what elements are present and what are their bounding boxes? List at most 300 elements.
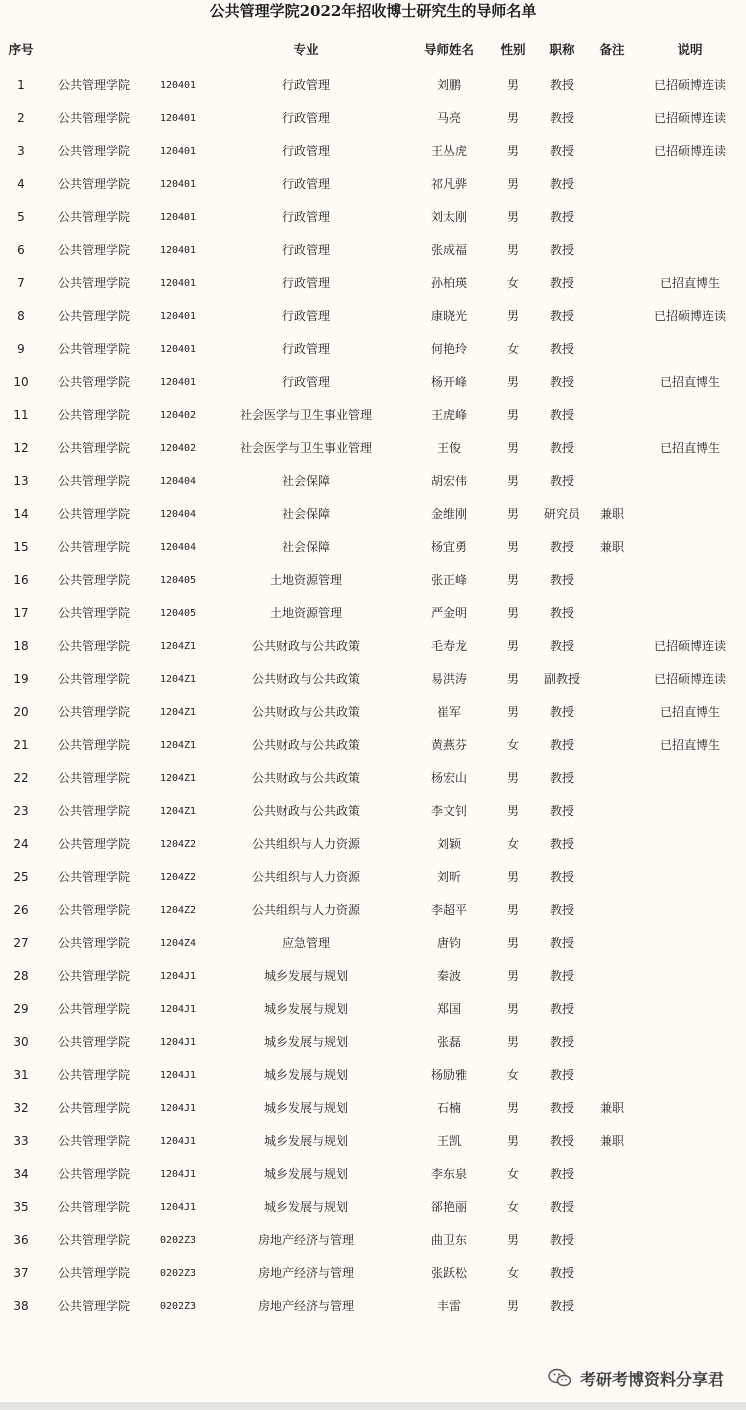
row-advisor-name: 刘太刚 xyxy=(430,210,467,224)
row-rank: 副教授 xyxy=(543,672,580,686)
row-advisor-name: 张正峰 xyxy=(430,573,467,587)
table-row xyxy=(0,267,746,300)
row-major: 行政管理 xyxy=(281,78,330,92)
row-major: 城乡发展与规划 xyxy=(263,1134,348,1148)
row-rank: 教授 xyxy=(549,771,574,785)
row-gender: 男 xyxy=(506,672,519,686)
row-rank: 教授 xyxy=(549,1167,574,1181)
row-rank: 教授 xyxy=(549,1068,574,1082)
row-school: 公共管理学院 xyxy=(57,1068,130,1082)
row-major: 城乡发展与规划 xyxy=(263,1068,348,1082)
row-index: 4 xyxy=(17,177,25,191)
row-rank: 教授 xyxy=(549,738,574,752)
row-school: 公共管理学院 xyxy=(57,408,130,422)
row-advisor-name: 孙柏瑛 xyxy=(430,276,467,290)
row-gender: 男 xyxy=(506,111,519,125)
row-index: 7 xyxy=(17,276,25,290)
row-major: 社会医学与卫生事业管理 xyxy=(239,408,372,422)
row-rank: 教授 xyxy=(549,309,574,323)
row-index: 14 xyxy=(13,507,29,521)
table-row xyxy=(0,1125,746,1158)
row-major: 公共财政与公共政策 xyxy=(251,804,360,818)
row-major-code: 1204J1 xyxy=(159,1103,197,1114)
row-school: 公共管理学院 xyxy=(57,1035,130,1049)
table-row xyxy=(0,1290,746,1323)
row-gender: 女 xyxy=(506,1068,519,1082)
row-major: 公共财政与公共政策 xyxy=(251,705,360,719)
table-row xyxy=(0,399,746,432)
row-major: 行政管理 xyxy=(281,375,330,389)
table-row xyxy=(0,1059,746,1092)
row-advisor-name: 毛寿龙 xyxy=(430,639,467,653)
row-school: 公共管理学院 xyxy=(57,936,130,950)
row-gender: 男 xyxy=(506,474,519,488)
row-index: 13 xyxy=(13,474,29,488)
row-rank: 教授 xyxy=(549,903,574,917)
row-school: 公共管理学院 xyxy=(57,837,130,851)
table-row xyxy=(0,333,746,366)
row-index: 6 xyxy=(17,243,25,257)
row-major: 城乡发展与规划 xyxy=(263,969,348,983)
row-major-code: 1204Z1 xyxy=(159,641,197,652)
row-index: 37 xyxy=(13,1266,29,1280)
row-major-code: 120401 xyxy=(159,377,197,388)
row-rank: 教授 xyxy=(549,936,574,950)
row-index: 32 xyxy=(13,1101,29,1115)
row-advisor-name: 王丛虎 xyxy=(430,144,467,158)
row-note: 兼职 xyxy=(599,1134,624,1148)
row-rank: 教授 xyxy=(549,177,574,191)
row-advisor-name: 张磊 xyxy=(436,1035,461,1049)
row-index: 35 xyxy=(13,1200,29,1214)
row-gender: 男 xyxy=(506,177,519,191)
row-advisor-name: 杨宜勇 xyxy=(430,540,467,554)
row-index: 31 xyxy=(13,1068,29,1082)
table-row xyxy=(0,597,746,630)
row-index: 18 xyxy=(13,639,29,653)
row-gender: 男 xyxy=(506,936,519,950)
row-description: 已招硕博连读 xyxy=(653,309,726,323)
row-rank: 教授 xyxy=(549,1035,574,1049)
row-rank: 教授 xyxy=(549,837,574,851)
table-row xyxy=(0,531,746,564)
row-rank: 教授 xyxy=(549,1101,574,1115)
row-major: 房地产经济与管理 xyxy=(257,1266,354,1280)
table-row xyxy=(0,465,746,498)
table-row xyxy=(0,696,746,729)
row-major-code: 1204Z1 xyxy=(159,773,197,784)
row-rank: 教授 xyxy=(549,210,574,224)
row-advisor-name: 杨励雅 xyxy=(430,1068,467,1082)
row-index: 27 xyxy=(13,936,29,950)
row-advisor-name: 李超平 xyxy=(430,903,467,917)
row-advisor-name: 杨宏山 xyxy=(430,771,467,785)
row-gender: 男 xyxy=(506,1002,519,1016)
row-advisor-name: 李东泉 xyxy=(430,1167,467,1181)
row-gender: 女 xyxy=(506,1200,519,1214)
table-row xyxy=(0,300,746,333)
table-row xyxy=(0,663,746,696)
row-major: 应急管理 xyxy=(281,936,330,950)
row-school: 公共管理学院 xyxy=(57,375,130,389)
row-rank: 教授 xyxy=(549,540,574,554)
row-index: 3 xyxy=(17,144,25,158)
row-major: 社会保障 xyxy=(281,474,330,488)
row-advisor-name: 张跃松 xyxy=(430,1266,467,1280)
row-school: 公共管理学院 xyxy=(57,903,130,917)
table-row xyxy=(0,1092,746,1125)
row-major: 城乡发展与规划 xyxy=(263,1101,348,1115)
row-description: 已招直博生 xyxy=(659,738,720,752)
row-major: 土地资源管理 xyxy=(269,606,342,620)
row-major: 社会保障 xyxy=(281,507,330,521)
row-major-code: 1204Z1 xyxy=(159,674,197,685)
row-gender: 男 xyxy=(506,507,519,521)
row-school: 公共管理学院 xyxy=(57,309,130,323)
row-major-code: 120401 xyxy=(159,212,197,223)
row-rank: 教授 xyxy=(549,639,574,653)
row-major: 社会保障 xyxy=(281,540,330,554)
table-row xyxy=(0,993,746,1026)
header-major: 专业 xyxy=(293,42,319,57)
row-advisor-name: 康晓光 xyxy=(430,309,467,323)
table-row xyxy=(0,69,746,102)
row-major: 公共财政与公共政策 xyxy=(251,771,360,785)
wechat-icon xyxy=(548,1368,572,1388)
row-major: 城乡发展与规划 xyxy=(263,1002,348,1016)
row-index: 19 xyxy=(13,672,29,686)
row-rank: 教授 xyxy=(549,441,574,455)
row-advisor-name: 王虎峰 xyxy=(430,408,467,422)
row-rank: 教授 xyxy=(549,1002,574,1016)
header-advisor: 导师姓名 xyxy=(423,42,474,57)
row-index: 5 xyxy=(17,210,25,224)
row-gender: 男 xyxy=(506,1035,519,1049)
row-gender: 男 xyxy=(506,210,519,224)
row-major-code: 120404 xyxy=(159,509,197,520)
row-rank: 教授 xyxy=(549,1233,574,1247)
row-school: 公共管理学院 xyxy=(57,705,130,719)
row-advisor-name: 刘昕 xyxy=(436,870,461,884)
row-major-code: 120401 xyxy=(159,278,197,289)
row-major-code: 120404 xyxy=(159,542,197,553)
row-index: 20 xyxy=(13,705,29,719)
row-index: 34 xyxy=(13,1167,29,1181)
row-major-code: 120401 xyxy=(159,245,197,256)
row-school: 公共管理学院 xyxy=(57,1266,130,1280)
row-major-code: 1204Z1 xyxy=(159,806,197,817)
row-major: 行政管理 xyxy=(281,177,330,191)
row-index: 9 xyxy=(17,342,25,356)
row-advisor-name: 李文钊 xyxy=(430,804,467,818)
row-major-code: 120405 xyxy=(159,575,197,586)
row-major-code: 0202Z3 xyxy=(159,1268,197,1279)
row-school: 公共管理学院 xyxy=(57,1002,130,1016)
row-rank: 教授 xyxy=(549,969,574,983)
row-school: 公共管理学院 xyxy=(57,1167,130,1181)
row-major-code: 120402 xyxy=(159,443,197,454)
row-advisor-name: 王俊 xyxy=(436,441,461,455)
row-major-code: 120401 xyxy=(159,179,197,190)
row-description: 已招硕博连读 xyxy=(653,111,726,125)
row-rank: 教授 xyxy=(549,573,574,587)
row-major: 公共财政与公共政策 xyxy=(251,639,360,653)
row-index: 23 xyxy=(13,804,29,818)
row-rank: 教授 xyxy=(549,606,574,620)
row-advisor-name: 刘鹏 xyxy=(436,78,461,92)
row-school: 公共管理学院 xyxy=(57,804,130,818)
row-school: 公共管理学院 xyxy=(57,672,130,686)
header-note: 备注 xyxy=(599,42,625,57)
row-advisor-name: 金维刚 xyxy=(430,507,467,521)
row-advisor-name: 唐钧 xyxy=(436,936,461,950)
row-school: 公共管理学院 xyxy=(57,78,130,92)
row-gender: 男 xyxy=(506,573,519,587)
row-school: 公共管理学院 xyxy=(57,1200,130,1214)
row-major: 社会医学与卫生事业管理 xyxy=(239,441,372,455)
row-description: 已招硕博连读 xyxy=(653,78,726,92)
table-row xyxy=(0,729,746,762)
row-major-code: 1204Z2 xyxy=(159,905,197,916)
row-rank: 教授 xyxy=(549,78,574,92)
row-major: 公共财政与公共政策 xyxy=(251,738,360,752)
table-row xyxy=(0,498,746,531)
row-major-code: 120401 xyxy=(159,344,197,355)
row-gender: 男 xyxy=(506,309,519,323)
row-gender: 男 xyxy=(506,903,519,917)
table-row xyxy=(0,630,746,663)
table-row xyxy=(0,828,746,861)
row-school: 公共管理学院 xyxy=(57,639,130,653)
row-advisor-name: 马亮 xyxy=(436,111,461,125)
row-major: 行政管理 xyxy=(281,276,330,290)
row-school: 公共管理学院 xyxy=(57,507,130,521)
row-advisor-name: 郤艳丽 xyxy=(430,1200,467,1214)
row-school: 公共管理学院 xyxy=(57,771,130,785)
row-gender: 男 xyxy=(506,639,519,653)
row-major: 土地资源管理 xyxy=(269,573,342,587)
row-index: 1 xyxy=(17,78,25,92)
advisor-table-body xyxy=(0,69,746,1323)
row-school: 公共管理学院 xyxy=(57,573,130,587)
table-row xyxy=(0,168,746,201)
table-row xyxy=(0,762,746,795)
row-gender: 男 xyxy=(506,1101,519,1115)
row-gender: 男 xyxy=(506,606,519,620)
row-major: 公共组织与人力资源 xyxy=(251,870,360,884)
row-note: 兼职 xyxy=(599,507,624,521)
row-major: 城乡发展与规划 xyxy=(263,1200,348,1214)
row-note: 兼职 xyxy=(599,540,624,554)
page-title: 公共管理学院2022年招收博士研究生的导师名单 xyxy=(209,2,537,20)
row-description: 已招硕博连读 xyxy=(653,672,726,686)
row-gender: 男 xyxy=(506,870,519,884)
row-advisor-name: 胡宏伟 xyxy=(430,474,467,488)
row-major-code: 0202Z3 xyxy=(159,1301,197,1312)
row-advisor-name: 崔军 xyxy=(436,705,461,719)
table-row xyxy=(0,564,746,597)
row-index: 33 xyxy=(13,1134,29,1148)
row-major-code: 1204J1 xyxy=(159,1070,197,1081)
row-major-code: 1204J1 xyxy=(159,1136,197,1147)
row-rank: 教授 xyxy=(549,705,574,719)
row-major: 房地产经济与管理 xyxy=(257,1233,354,1247)
row-index: 10 xyxy=(13,375,29,389)
row-school: 公共管理学院 xyxy=(57,243,130,257)
row-rank: 研究员 xyxy=(543,507,580,521)
row-advisor-name: 曲卫东 xyxy=(430,1233,467,1247)
table-row xyxy=(0,234,746,267)
row-rank: 教授 xyxy=(549,276,574,290)
row-index: 17 xyxy=(13,606,29,620)
row-school: 公共管理学院 xyxy=(57,177,130,191)
row-index: 24 xyxy=(13,837,29,851)
row-advisor-name: 何艳玲 xyxy=(430,342,467,356)
row-major: 城乡发展与规划 xyxy=(263,1167,348,1181)
header-gender: 性别 xyxy=(500,42,526,57)
row-gender: 女 xyxy=(506,738,519,752)
row-major-code: 120401 xyxy=(159,311,197,322)
row-gender: 男 xyxy=(506,1299,519,1313)
row-major-code: 120405 xyxy=(159,608,197,619)
row-gender: 女 xyxy=(506,837,519,851)
row-major: 房地产经济与管理 xyxy=(257,1299,354,1313)
row-major-code: 1204Z4 xyxy=(159,938,197,949)
row-gender: 女 xyxy=(506,276,519,290)
row-advisor-name: 严金明 xyxy=(430,606,467,620)
row-index: 15 xyxy=(13,540,29,554)
table-row xyxy=(0,795,746,828)
row-major-code: 120402 xyxy=(159,410,197,421)
header-rank: 职称 xyxy=(549,42,575,57)
row-major-code: 1204Z2 xyxy=(159,872,197,883)
row-description: 已招硕博连读 xyxy=(653,144,726,158)
row-major-code: 1204J1 xyxy=(159,1037,197,1048)
row-gender: 男 xyxy=(506,804,519,818)
table-row xyxy=(0,1257,746,1290)
row-major: 行政管理 xyxy=(281,111,330,125)
row-gender: 女 xyxy=(506,1266,519,1280)
row-gender: 男 xyxy=(506,705,519,719)
row-major: 公共组织与人力资源 xyxy=(251,837,360,851)
row-gender: 男 xyxy=(506,375,519,389)
row-school: 公共管理学院 xyxy=(57,540,130,554)
row-index: 30 xyxy=(13,1035,29,1049)
row-school: 公共管理学院 xyxy=(57,210,130,224)
row-advisor-name: 黄燕芬 xyxy=(430,738,467,752)
row-advisor-name: 王凯 xyxy=(436,1134,461,1148)
row-major: 公共组织与人力资源 xyxy=(251,903,360,917)
row-major: 行政管理 xyxy=(281,342,330,356)
table-row xyxy=(0,894,746,927)
row-gender: 男 xyxy=(506,408,519,422)
row-index: 8 xyxy=(17,309,25,323)
row-advisor-name: 易洪涛 xyxy=(430,672,467,686)
row-index: 16 xyxy=(13,573,29,587)
header-index: 序号 xyxy=(8,42,34,57)
table-row xyxy=(0,366,746,399)
row-rank: 教授 xyxy=(549,375,574,389)
row-note: 兼职 xyxy=(599,1101,624,1115)
row-gender: 女 xyxy=(506,342,519,356)
row-gender: 男 xyxy=(506,1134,519,1148)
table-row xyxy=(0,102,746,135)
row-gender: 男 xyxy=(506,1233,519,1247)
row-major-code: 1204Z1 xyxy=(159,740,197,751)
row-rank: 教授 xyxy=(549,1299,574,1313)
row-major-code: 1204J1 xyxy=(159,1169,197,1180)
row-major: 行政管理 xyxy=(281,243,330,257)
row-major: 行政管理 xyxy=(281,144,330,158)
row-major: 公共财政与公共政策 xyxy=(251,672,360,686)
row-school: 公共管理学院 xyxy=(57,342,130,356)
row-school: 公共管理学院 xyxy=(57,144,130,158)
row-index: 21 xyxy=(13,738,29,752)
row-major: 行政管理 xyxy=(281,309,330,323)
row-rank: 教授 xyxy=(549,1266,574,1280)
header-description: 说明 xyxy=(677,42,703,57)
row-advisor-name: 秦波 xyxy=(436,969,461,983)
table-row xyxy=(0,135,746,168)
row-index: 12 xyxy=(13,441,29,455)
row-school: 公共管理学院 xyxy=(57,738,130,752)
row-rank: 教授 xyxy=(549,804,574,818)
table-header xyxy=(0,40,746,60)
table-row xyxy=(0,861,746,894)
row-index: 28 xyxy=(13,969,29,983)
row-school: 公共管理学院 xyxy=(57,1134,130,1148)
row-major: 行政管理 xyxy=(281,210,330,224)
row-school: 公共管理学院 xyxy=(57,1101,130,1115)
row-major-code: 120404 xyxy=(159,476,197,487)
row-rank: 教授 xyxy=(549,408,574,422)
row-index: 36 xyxy=(13,1233,29,1247)
row-school: 公共管理学院 xyxy=(57,1299,130,1313)
row-gender: 男 xyxy=(506,441,519,455)
row-gender: 男 xyxy=(506,144,519,158)
row-gender: 女 xyxy=(506,1167,519,1181)
row-rank: 教授 xyxy=(549,1200,574,1214)
table-row xyxy=(0,201,746,234)
row-school: 公共管理学院 xyxy=(57,474,130,488)
row-major-code: 1204Z2 xyxy=(159,839,197,850)
row-school: 公共管理学院 xyxy=(57,969,130,983)
row-index: 26 xyxy=(13,903,29,917)
table-row xyxy=(0,1224,746,1257)
row-advisor-name: 石楠 xyxy=(436,1101,461,1115)
row-advisor-name: 祁凡骅 xyxy=(430,177,467,191)
row-description: 已招直博生 xyxy=(659,375,720,389)
table-row xyxy=(0,1026,746,1059)
row-advisor-name: 张成福 xyxy=(430,243,467,257)
row-rank: 教授 xyxy=(549,1134,574,1148)
row-major-code: 120401 xyxy=(159,146,197,157)
row-rank: 教授 xyxy=(549,474,574,488)
row-advisor-name: 丰雷 xyxy=(436,1299,461,1313)
row-gender: 男 xyxy=(506,969,519,983)
row-advisor-name: 杨开峰 xyxy=(430,375,467,389)
row-school: 公共管理学院 xyxy=(57,870,130,884)
row-rank: 教授 xyxy=(549,243,574,257)
row-index: 25 xyxy=(13,870,29,884)
row-major-code: 120401 xyxy=(159,113,197,124)
row-school: 公共管理学院 xyxy=(57,441,130,455)
row-rank: 教授 xyxy=(549,342,574,356)
row-school: 公共管理学院 xyxy=(57,1233,130,1247)
row-description: 已招直博生 xyxy=(659,276,720,290)
row-major-code: 1204J1 xyxy=(159,971,197,982)
table-row xyxy=(0,432,746,465)
